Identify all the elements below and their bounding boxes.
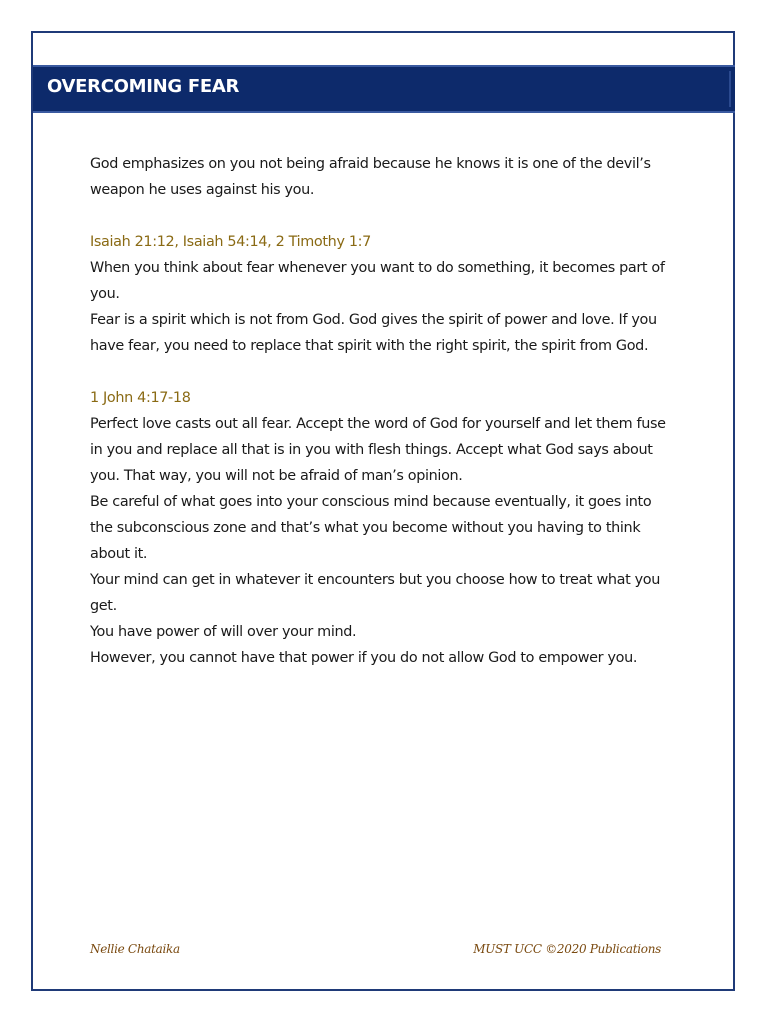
footer-author: Nellie Chataika [90,942,180,956]
section1-paragraph-2: Fear is a spirit which is not from God. God gives the spirit of power and love. If you have fear, you need to replace that spirit with the right spirit, the spirit from God. [90,312,657,354]
title-bar-accent [729,71,731,107]
section2-paragraph-2: Be careful of what goes into your conscious mind because eventually, it goes into the subconscious zone and that’s what you become without you having to think about it. [90,494,652,562]
document-body [90,151,670,671]
spacer [90,203,670,229]
scripture-reference-2: 1 John 4:17-18 [90,390,191,406]
section2-paragraph-4: You have power of will over your mind. [90,624,357,640]
spacer [90,359,670,385]
section2-paragraph-5: However, you cannot have that power if you do not allow God to empower you. [90,650,638,666]
page-title: OVERCOMING FEAR [47,76,240,97]
section2-paragraph-3: Your mind can get in whatever it encounters but you choose how to treat what you get. [90,572,661,614]
intro-paragraph: God emphasizes on you not being afraid because he knows it is one of the devil’s weapon he uses against his you. [90,156,651,198]
title-bar [33,65,735,113]
section1-paragraph-1: When you think about fear whenever you want to do something, it becomes part of you. [90,260,665,302]
footer-publisher: MUST UCC ©2020 Publications [473,942,661,956]
scripture-reference-1: Isaiah 21:12, Isaiah 54:14, 2 Timothy 1:7 [90,234,371,250]
section2-paragraph-1: Perfect love casts out all fear. Accept the word of God for yourself and let them fuse in you and replace all that is in you with flesh things. Accept what God says about you. That way, you will not be afraid of man’s opinion. [90,416,666,484]
